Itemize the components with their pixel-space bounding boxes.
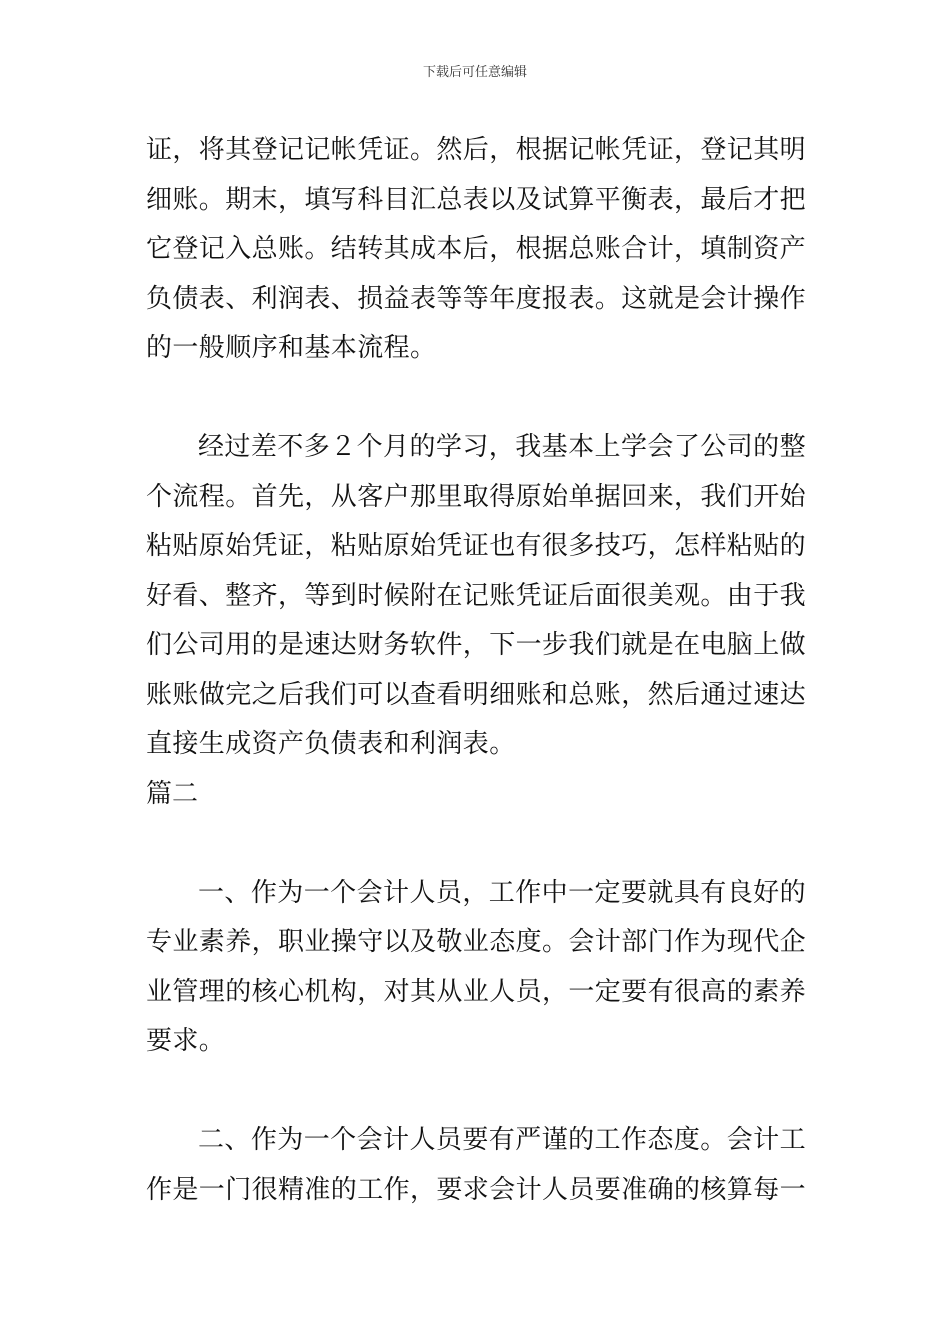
paragraph-gap bbox=[146, 819, 806, 869]
paragraph-study-process: 经过差不多２个月的学习，我基本上学会了公司的整个流程。首先，从客户那里取得原始单据回来，我们开始粘贴原始凭证，粘贴原始凭证也有很多技巧，怎样粘贴的好看、整齐，等到时候附在记账凭证后面很美观。由于我们公司用的是速达财务软件，下一步我们就是在电脑上做账账做完之后我们可以查看明细账和总账，然后通过速达直接生成资产负债表和利润表。 bbox=[146, 432, 807, 759]
paragraph-gap bbox=[146, 374, 806, 424]
paragraph-continuation: 证，将其登记记帐凭证。然后，根据记帐凭证，登记其明细账。期末，填写科目汇总表以及试算平衡表，最后才把它登记入总账。结转其成本后，根据总账合计，填制资产负债表、利润表、损益表等等年度报表。这就是会计操作的一般顺序和基本流程。 bbox=[146, 135, 807, 363]
paragraph-gap bbox=[146, 1067, 806, 1117]
section-heading: 篇二 bbox=[146, 778, 199, 809]
document-body bbox=[146, 126, 806, 1215]
page-header: 下载后可任意编辑 bbox=[422, 65, 527, 80]
paragraph-point-two: 二、作为一个会计人员要有严谨的工作态度。会计工作是一门很精准的工作，要求会计人员要准确的核算每一 bbox=[146, 1125, 807, 1205]
paragraph-point-one: 一、作为一个会计人员，工作中一定要就具有良好的专业素养，职业操守以及敬业态度。会计部门作为现代企业管理的核心机构，对其从业人员，一定要有很高的素养要求。 bbox=[146, 877, 807, 1056]
